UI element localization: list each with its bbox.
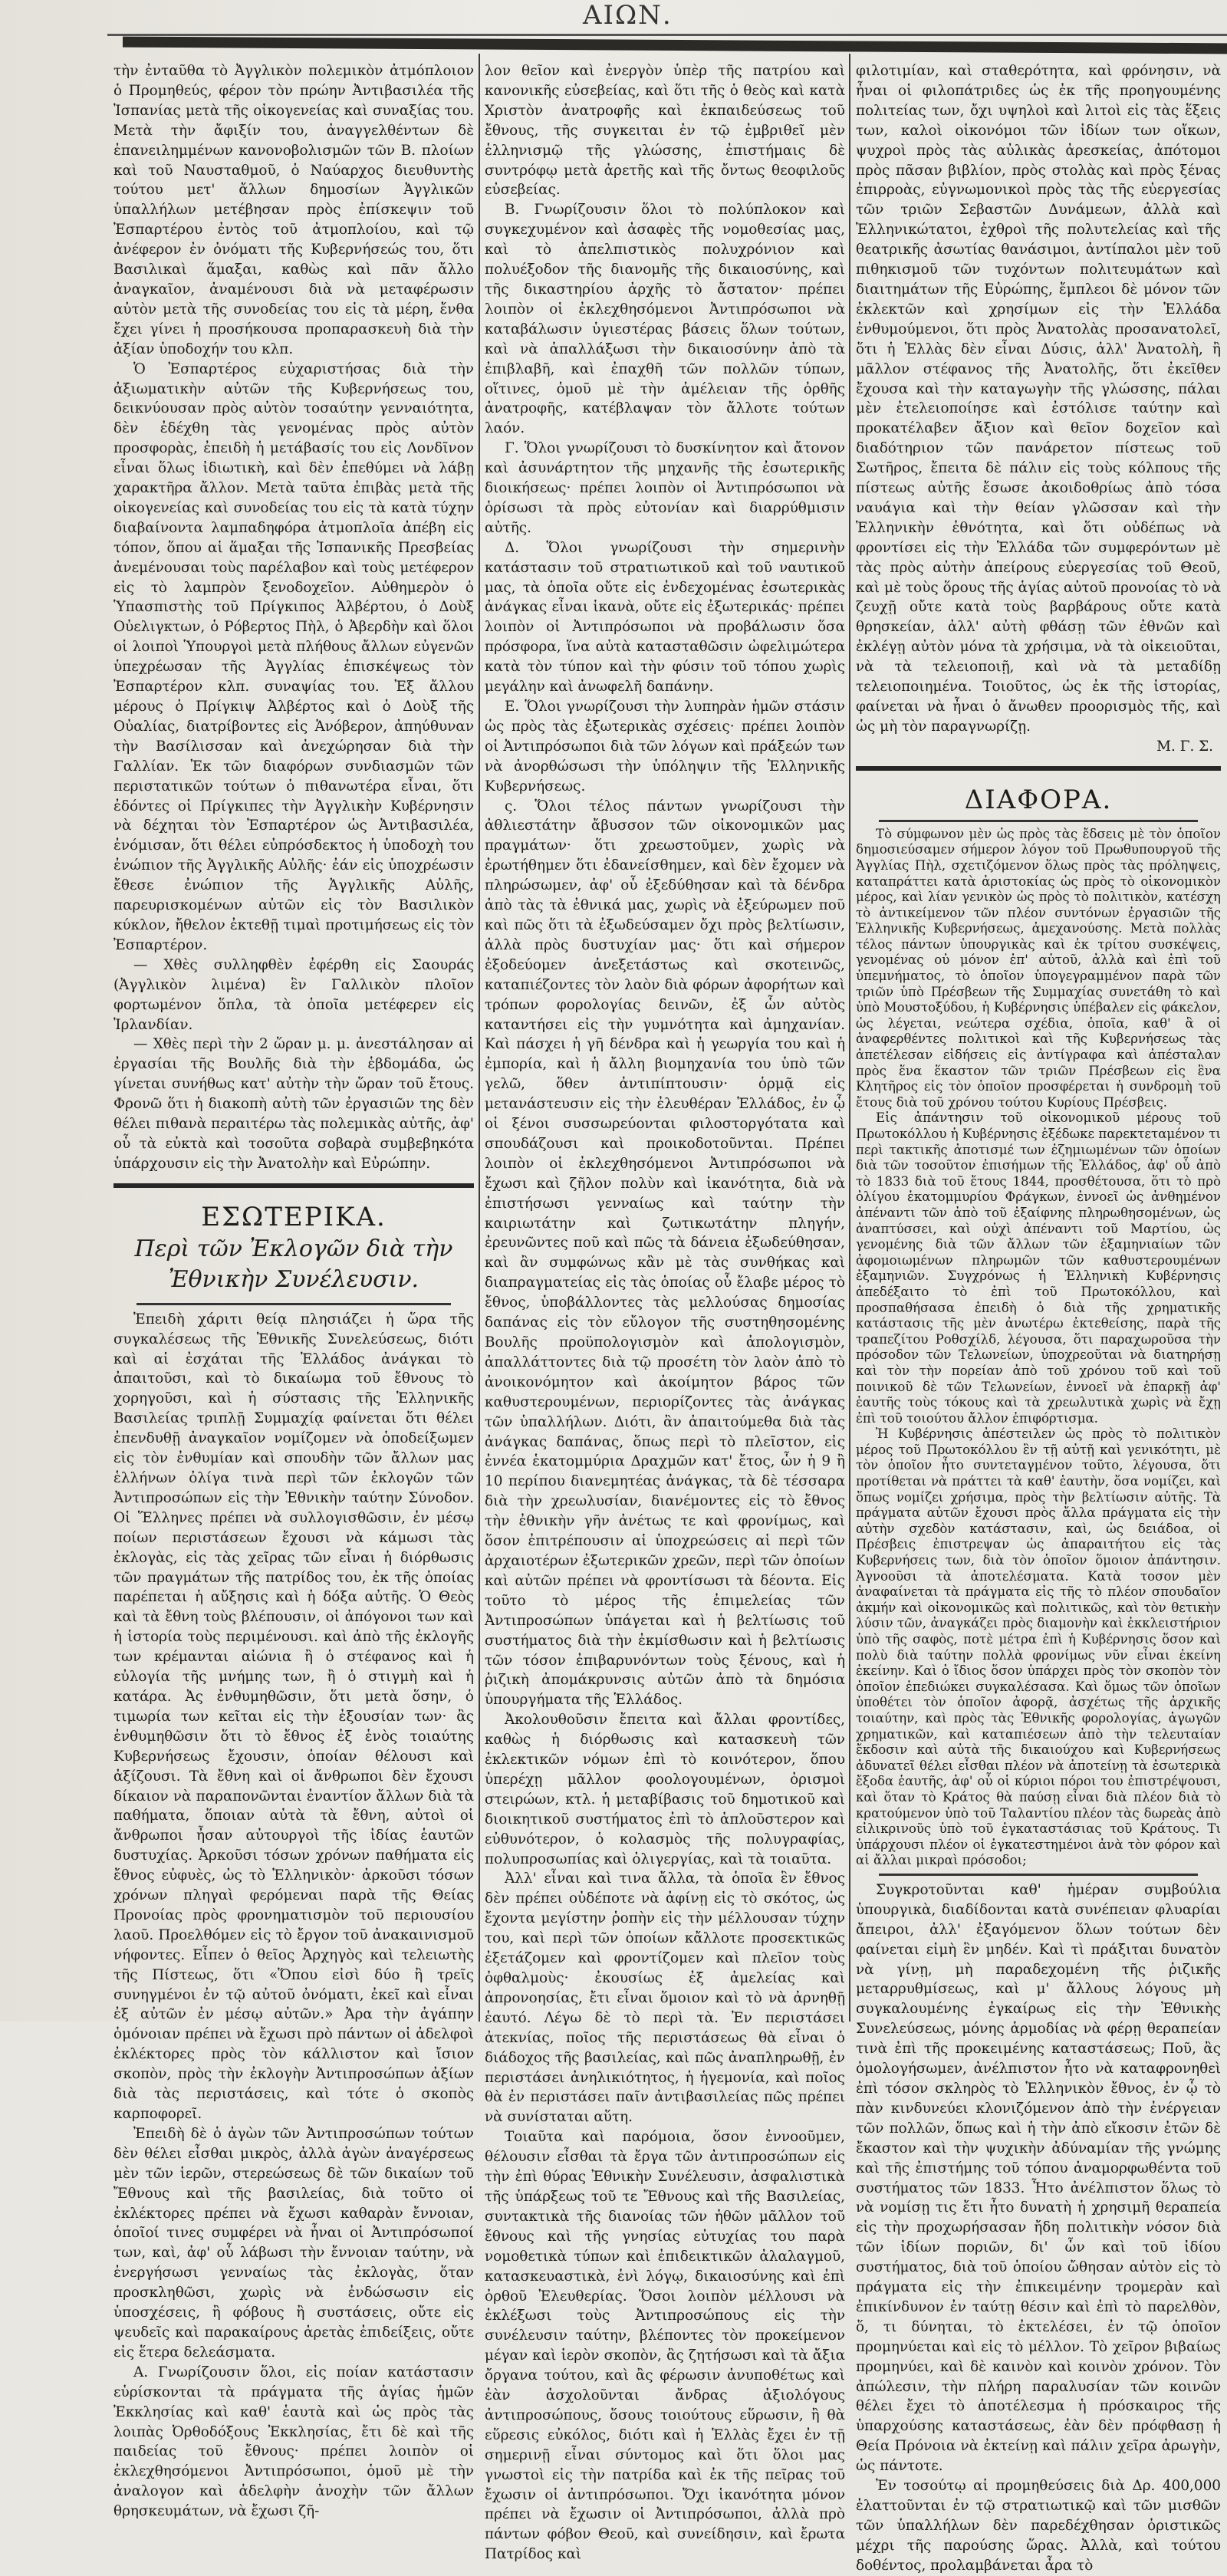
- paragraph: Εἰς ἀπάντησιν τοῦ οἰκονομικοῦ μέρους τοῦ Πρωτοκόλλου ἡ Κυβέρνησις ἐξέδωκε παρεκτεταμένον τι περὶ τακτικῆς ἀποτισμέ των ἐζημιωμένων τῶν ὁποίων διὰ τῶν τοσοῦτον ἐπισήμων τῆς Ἐλλάδος, ἀφ' οὗ ἀπὸ τὸ 1833 διὰ τοῦ ἔτους 1844, προσθέτουσα, ὅτι τὸ πρὸ ὀλίγου ἑκατομμυρίου Φράγκων, ἐννοεῖ ὡς ἀνθημένον ἀπέναντι τῶν ἀπὸ τοῦ ἐξαίφνης πληρωθησομένων, ὡς ἀναπτύσσει, καὶ οὐχὶ ἀπέναντι τοῦ Μαρτίου, ὡς γενομένης διὰ τῶν ἄλλων τῶν ἐξαμηνιαίων τῶν ἀφομοιωμένων πληρωμῶν τῶν καθυστερουμένων ἐξαμηνιῶν. Συγχρόνως ἡ Ἑλληνικὴ Κυβέρνησις ἀπεδέξαιτο τὸ ἐπὶ τοῦ Πρωτοκόλλου, καὶ προσπαθήσασα ἐπειδὴ ὁ διὰ τῆς χρηματικῆς κατάστασις τῆς μὲν ἀνωτέρω ἐκτεθείσης, παρὰ τῆς τραπεζίτου Ροθσχίλδ, λέγουσα, ὅτι παραχωροῦσα τὴν πρόσοδον τῶν Τελωνείων, ὑποχρεοῦται νὰ διατηρήσῃ καὶ τὸν τὴν πορείαν ἀπὸ τοῦ χρόνου τοῦ καὶ τοῦ ποινικοῦ δὲ τῶν Τελωνείων, ἐννοεῖ νὰ ἐπαρκῇ ἀφ' ἑαυτῆς τοὺς τόκους καὶ τὰ χρεωλυτικὰ χωρὶς νὰ ἔχῃ ἐπὶ τοῦ τοιούτου ἄλλον ἐπιφόρτισμα.: [856, 1110, 1221, 1426]
- paragraph: Ἡ Κυβέρνησις ἀπέστειλεν ὡς πρὸς τὸ πολιτικὸν μέρος τοῦ Πρωτοκόλλου ἓν τῇ αὐτῇ καὶ γενικότητι, μὲ τὸν ὁποῖον ἦτο συντεταγμένον τοῦτο, λέγουσα, ὅτι προτίθεται νὰ πράττει τὰ καθ' ἑαυτὴν, ὅσα νομίζει, καὶ ὅπως νομίζει χρήσιμα, πρὸς τὴν βελτίωσιν αὐτῆς. Τὰ πράγματα αὐτῶν ἔχουσι πρὸς ἄλλα πράγματα εἰς τὴν αὐτὴν σχεδὸν κατάστασιν, καὶ, ὡς δειάδοα, οἱ Πρέσβεις ἐπιστρεψαν ὡς ἀπαραιτήτου εἰς τὰς Κυβερνήσεις των, διὰ τὸν ὁποῖον ὅμοιον ἀπάντησιν. Ἀγνοοῦσι τὰ ἀποτελέσματα. Κατὰ τοσον μὲν ἀναφαίνεται τὰ πράγματα εἰς τῆς τὸ πλέον σπουδαῖον ἀκμήν καὶ οἰκονομικῶς καὶ πολιτικῶς, καὶ τὸν θετικὴν λύσιν τῶν, ἀναγκάζει πρὸς διαμονὴν καὶ ἐκκλειστήριον ὑπὸ τῆς σαφὸς, ποτὲ μέτρα ἐπὶ ἡ Κυβέρνησις ὅσον καὶ πολὺ διὰ ταύτην πολλὰ φρονίμως νῦν εἶναι ἐκείνη ἐκείνην. Καὶ ὁ ἴδιος ὅσον ὑπάρχει πρὸς τὸν σκοπὸν τὸν ὁποῖον ἐπεδιώκει συγκαλέσασα. Καὶ ὅμως τῶν ὁποῖων ὑποθέτει τὸν ὁποῖον ἀφορᾷ, ἀσχέτως τῆς ἀρχικῆς τοιαύτην, καὶ πρὸς τὰς Ἐθνικῆς φορολογίας, ἀγωγῶν χρηματικῶν, καὶ καταπιέσεων ἀπὸ τὴν τελευταίαν ἔκδοσιν καὶ αὐτὰ τῆς δικαιούχου καὶ Κυβερνήσεως ἀδυνατεῖ θέλει εἶσθαι πλέον νὰ ἀποτείνῃ τὰ ἐσωτερικὰ ἔξοδα ἑαυτῆς, ἀφ' οὗ οἱ κύριοι πόροι του ἐπιστρέψουσι, καὶ ὅταν τὸ Κράτος θὰ παύσῃ εἶναι διὰ πλέον διὰ τὸ κρατούμενον ὑπὸ τοῦ Ταλαντίου πλέον τὰς δωρεὰς ἀπὸ εἰλικρινοῦς ὑπὸ τοῦ ἐγκαταστάσιας τοῦ Κράτους. Τι ὑπάρχουσι πλέον οἱ ἐγκατεστημένοι ἀνὰ τὸν φόρον καὶ αἱ ἄλλαι μικραὶ πρόσοδοι;: [856, 1426, 1221, 1868]
- column-divider-1: [479, 54, 480, 2022]
- paragraph: — Χθὲς περὶ τὴν 2 ὥραν μ. μ. ἀνεστάλησαν αἱ ἐργασίαι τῆς Βουλῆς διὰ τὴν ἑβδομάδα, ὡς γίνεται συνήθως κατ' αὐτὴν τὴν ὥραν τοῦ ἔτους. Φρονῶ ὅτι ἡ διακοπὴ αὐτὴ τῶν ἐργασιῶν της δὲν θέλει πιθανὰ περαιτέρω τὰς πολεμικὰς αὐτῆς, ἀφ' οὗ τὰ εὐκτὰ καὶ τοσοῦτα σοβαρὰ συμβεβηκότα ὑπάρχουσιν εἰς τὴν Ἀνατολὴν καὶ Εὐρώπην.: [113, 1036, 474, 1172]
- paragraph: τὴν ἐνταῦθα τὸ Ἀγγλικὸν πολεμικὸν ἀτμόπλοιον ὁ Προμηθεύς, φέρον τὸν πρώην Ἀντιβασιλέα τῆς Ἰσπανίας μετὰ τῆς οἰκογενείας καὶ συναξίας του. Μετὰ τὴν ἄφιξίν του, ἀναγγελθέντων δὲ ἐπανειλημμένων κανονοβολισμῶν τῶν Β. πλοίων καὶ τοῦ Ναυσταθμοῦ, ὁ Ναύαρχος διευθυντὴς τούτου μετ' ἄλλων δημοσίων Ἀγγλικῶν ὑπαλλήλων μετέβησαν πρὸς ἐπίσκεψιν τοῦ Ἐσπαρτέρου ἐντὸς τοῦ ἀτμοπλοίου, καὶ τῷ ἀνέφερον ἐν ὀνόματι τῆς Κυβερνήσεώς του, ὅτι Βασιλικαὶ ἅμαξαι, καθὼς καὶ πᾶν ἄλλο ἀναγκαῖον, ἀναμένουσι διὰ νὰ μεταφέρωσιν αὐτὸν μετὰ τῆς συνοδείας του εἰς τὰ μέρη, ἔνθα ἔχει γίνει ἡ προσήκουσα προπαρασκευὴ διὰ τὴν ἀξίαν ὑποδοχήν του κλπ.: [113, 63, 474, 357]
- paragraph-rule: [879, 1874, 1198, 1876]
- newspaper-masthead: ΑΙΩΝ.: [583, 0, 673, 31]
- paragraph: ς. Ὅλοι τέλος πάντων γνωρίζουσι τὴν ἀθλιεστάτην ἄβυσσον τῶν οἰκονομικῶν μας πραγμάτων· ὅτι χρεωστοῦμεν, χωρὶς νὰ ἐρωτήθημεν ὅτι ἐδανείσθημεν, καὶ δὲν ἔχομεν νὰ πληρώσωμεν, ἀφ' οὗ ἐξεδύθησαν καὶ τὰ δένδρα ἀπὸ τὰς τὰ ἐθνικά μας, χωρὶς νὰ ἐξεύρωμεν ποῦ καὶ πῶς ὅτι τὰ ἐξωδεύσαμεν ὄχι πρὸς βελτίωσιν, ἀλλὰ πρὸς δυστυχίαν μας· ὅτι καὶ σήμερον ἐξοδεύομεν ἀνεξετάστως καὶ σκοτεινῶς, καταπιέζοντες τὸν λαὸν διὰ φόρων ἀφορήτων καὶ τρόπων φορολογίας δεινῶν, ἐξ ὧν αὐτὸς καταντήσει εἰς τὴν γυμνότητα καὶ ἀμηχανίαν. Καὶ πάσχει ἡ γῆ δένδρα καὶ ἡ γεωργία του καὶ ἡ ἐμπορία, καὶ ἡ ἄλλη βιομηχανία του ὑπὸ τῶν γελῶ, ὅθεν ἀντιπίπτουσιν· ὁρμᾷ εἰς μετανάστευσιν εἰς τὴν ἐλευθέραν Ἑλλάδος, ἐν ᾧ οἱ ξένοι συσσωρεύονται φιλοστοργότατα καὶ σπουδάζουσι καὶ προικοδοτοῦνται. Πρέπει λοιπὸν οἱ ἐκλεχθησόμενοι Ἀντιπρόσωποι νὰ ἔχωσι καὶ ζῆλον πολὺν καὶ ἱκανότητα, διὰ νὰ ἐπιστήσωσι γενναίως καὶ ταύτην τὴν καιριωτάτην καὶ ζωτικωτάτην πληγήν, ἐρευνῶντες ποῦ καὶ πῶς τὰ δάνεια ἐξωδεύθησαν, καὶ ἂν συμφώνως κἂν μὲ τὰς συνθήκας καὶ διαπραγματείας εἰς τὰς ὁποίας οὗ ἔλαβε μέρος τὸ ἔθνος, ὑποβάλλοντες τὰς μελλούσας δημοσίας δαπάνας εἰς τὸν εὔλογον τῆς συστηθησομένης Βουλῆς προϋπολογισμὸν καὶ ἀπολογισμὸν, ἀπαλλάττοντες διὰ τῷ προσέτη τὸν λαὸν ἀπὸ τὸ ἀνοικονόμητον καὶ ἀκοίμητον βάρος τῶν καθυστερουμένων, περιορίζοντες τὰς ἀνάγκας τῶν ὑπαλλήλων. Διότι, ἂν ἀπαιτούμεθα διὰ τὰς ἀνάγκας δαπάνας, ὅπως περὶ τὸ πλεῖστον, εἰς ἐννέα ἑκατομμύρια Δραχμῶν κατ' ἔτος, ὧν ἡ 9 ἢ 10 περίπου διανεμητέας ἀνάγκας, τὰ δὲ τέσσαρα διὰ τὴν χρεωλυσίαν, διανέμοντες εἰς τὸ ἔθνος τὴν ἐθνικὴν γῆν ἀνέτως τε καὶ φρονίμως, καὶ ὅσον ἐπιτρέπουσιν αἱ ὑποχρεώσεις αἱ περὶ τῶν ἀρχαιοτέρων ἐξωτερικῶν χρεῶν, περὶ τῶν ὁποίων καὶ αὐτῶν πρέπει νὰ φροντίσωσι τὰ δέοντα. Εἰς τοῦτο τὸ μέρος τῆς ἐπιμελείας τῶν Ἀντιπροσώπων ὑπάγεται καὶ ἡ βελτίωσις τοῦ συστήματος διὰ τὴν ἐκμίσθωσιν καὶ ἡ βελτίωσις τῶν τόσον ἐπιβαρυνόντων τοὺς ξένους, καὶ ἡ ῥιζικὴ ἀπομάκρυνσις αὐτῶν ἀπὸ τὰ δημόσια ὑπουργήματα τῆς Ἑλλάδος.: [485, 798, 845, 1709]
- section-divider: [113, 1183, 474, 1188]
- paragraph: Ὁ Ἐσπαρτέρος εὐχαριστήσας διὰ τὴν ἀξιωματικὴν αὐτῶν τῆς Κυβερνήσεως του, δεικνύουσαν πρὸς αὐτὸν τοσαύτην γενναιότητα, δὲν ἐδέχθη τὰς γενομένας πρὸς αὐτὸν προσφορὰς, ἐπειδὴ ἡ μετάβασίς του εἰς Λονδῖνον εἶναι ὅλως ἰδιωτικὴ, καὶ δὲν ἐπεθύμει νὰ λάβῃ χαρακτῆρα ἄλλον. Μετὰ ταῦτα ἐπιβὰς μετὰ τῆς οἰκογενείας καὶ συνοδείας του εἰς τὰ κατὰ τύχην διαβαίνοντα λαμπαδηφόρα ἀτμοπλοῖα ἀπέβη εἰς τόπον, ὅπου αἱ ἅμαξαι τῆς Ἰσπανικῆς Πρεσβείας ἀνεμένουσαι τοὺς παρέλαβον καὶ τοὺς μετέφερον εἰς τὸ λαμπρὸν ξενοδοχεῖον. Αὐθημερὸν ὁ Ὑπασπιστὴς τοῦ Πρίγκιπος Ἀλβέρτου, ὁ Δοὺξ Οὐελιγκτων, ὁ Ρόβερτος Πὴλ, ὁ Ἀβερδὴν καὶ ὅλοι οἱ λοιποὶ Ὑπουργοὶ μετὰ πλήθους ἄλλων εὐγενῶν ὑπεχρέωσαν τῆς Ἀγγλίας ἐπισκέψεως τὸν Ἐσπαρτέρον κλπ. συναψίας του. Ἐξ ἄλλου μέρους ὁ Πρίγκιψ Ἀλβέρτος καὶ ὁ Δοὺξ τῆς Οὐαλίας, διατρίβοντες εἰς Ἁνόβερον, ἀπηύθυναν τὴν Βασίλισσαν καὶ ἀνεχώρησαν διὰ τὴν Γαλλίαν. Ἐκ τῶν διαφόρων συνδιασμῶν τῶν περιστατικῶν τούτων ὁ πιθανωτέρα εἶναι, ὅτι ἐδόντες οἱ Πρίγκιπες τὴν Ἀγγλικὴν Κυβέρνησιν νὰ δέχηται τὸν Ἐσπαρτέρον ὡς Ἀντιβασιλέα, ἐνόμισαν, ὅτι θέλει εὐπρόσδεκτος ἡ ὑποδοχὴ του ἐνώπιον τῆς Ἀγγλικῆς Αὐλῆς· ἐάν εἰς ὑποχρέωσιν ἔθεσε ἐνώπιον τῆς Ἀγγλικῆς Αὐλῆς, παρευρισκομένων αὐτῶν εἰς τὸν Βασιλικὸν κύκλον, ἤθελον ἐκτεθῇ τιμαὶ προτιμήσεως εἰς τὸν Ἐσπαρτέρον.: [113, 360, 474, 953]
- paragraph: Ε. Ὅλοι γνωρίζουσι τὴν λυπηρὰν ἡμῶν στάσιν ὡς πρὸς τὰς ἐξωτερικὰς σχέσεις· πρέπει λοιπὸν οἱ Ἀντιπρόσωποι διὰ τῶν λόγων καὶ πράξεών των νὰ ἀνορθώσωσι τὴν ὑπόληψιν τῆς Ἑλληνικῆς Κυβερνήσεως.: [485, 699, 845, 795]
- column-divider-2: [849, 54, 850, 2022]
- paragraph: Α. Γνωρίζουσιν ὅλοι, εἰς ποίαν κατάστασιν εὑρίσκονται τὰ πράγματα τῆς ἁγίας ἡμῶν Ἐκκλησίας καὶ καθ' ἑαυτὰ καὶ ὡς πρὸς τὰς λοιπὰς Ὀρθοδόξους Ἐκκλησίας, ἔτι δὲ καὶ τῆς παιδείας τοῦ ἔθνους· πρέπει λοιπὸν οἱ ἐκλεχθησόμενοι Ἀντιπρόσωποι, ὁμοῦ μὲ τὴν ἀναλογον καὶ ἀδελφὴν ἀνοχὴν τῶν ἄλλων θρησκευμάτων, νὰ ἔχωσι ζῆ-: [113, 2364, 474, 2520]
- heading-rule: [879, 820, 1198, 822]
- paragraph: λον θεῖον καὶ ἐνεργὸν ὑπὲρ τῆς πατρίου καὶ κανονικῆς εὐσεβείας, καὶ ὅτι τῆς ὁ θεὸς καὶ κατὰ Χριστὸν ἀνατροφῆς καὶ ἐκπαιδεύσεως τοῦ ἔθνους, τῆς συγκειται ἐν τῷ ἐμβριθεῖ μὲν ἑλληνισμῷ τῆς γλώσσης, ἐπιστήμαις δὲ συντρόφῳ μετὰ ἀρετῆς καὶ τῆς ὄντως θεοφιλοῦς εὐσεβείας.: [485, 63, 845, 199]
- column-2: [485, 61, 845, 2563]
- paragraph: — Χθὲς συλληφθὲν ἐφέρθη εἰς Σαουράς (Ἀγγλικὸν λιμένα) ἓν Γαλλικὸν πλοῖον φορτωμένον ὅπλα, τὰ ὁποῖα μετέφερεν εἰς Ἰρλανδίαν.: [113, 956, 474, 1033]
- paragraph: Συγκροτοῦνται καθ' ἡμέραν συμβούλια ὑπουργικὰ, διαδίδονται κατὰ συνέπειαν φλυαρίαι ἄπειροι, ἀλλ' ἐξαγόμενον ὅλων τούτων δὲν φαίνεται εἰμὴ ἓν μηδέν. Καὶ τὶ πράξιται δυνατὸν νὰ γίνῃ, μὴ παραδεχομένη τῆς ῥιζικῆς μεταρρυθμίσεως, καὶ μ' ἄλλους λόγους μὴ συγκαλουμένης ἐγκαίρως εἰς τὴν Ἐθνικὴς Συνελεύσεως, μόνης ἁρμοδίας νὰ φέρῃ θεραπείαν τινὰ ἐπὶ τῆς προκειμένης καταστάσεως; Ποῦ, ἂς ὁμολογήσωμεν, ἀνέλπιστον ἦτο νὰ καταφρονηθεὶ ἐπὶ τόσον σκληρὸς τὸ Ἑλληνικὸν ἔθνος, ἐν ᾧ τὸ πὰν κινδυνεύει κλονιζόμενον ἀπὸ τὴν ἐνέργειαν τῶν πολλῶν, ὅπως καὶ ἡ τὴν ἀπὸ εἴκοσιν ἐτῶν δὲ ἔκαστον καὶ τὴν ψυχικὴν ἀδύναμίαν τῆς γνώμης καὶ τῆς ἐπιστήμης τοῦ τόπου ἀναμορφωθέντα τοῦ συστήματος τῶν 1833. Ἦτο ἀνέλπιστον ὅλως τὸ νὰ νομίσῃ τις ἔτι ἦτο δυνατὴ ἡ χρησιμῆ θεραπεία εἰς τὴν προχωρήσασαν ἤδη πολιτικὴν νόσον διὰ τῶν ἰδίων ποριῶν, δι' ὧν καὶ τοῦ ἰδίου συστήματος, διὰ τοῦ ὁποίου ὤθησαν αὐτὸν εἰς τὸ πράγματα εἰς τὴν ἐπικειμένην τρομερὰν καὶ ἐπικίνδυνον ἐν ταύτῃ θέσιν καὶ ἐπὶ τὸ παρελθὸν, ὅ, τι δύνηται, τὸ ἐκτελέσει, ἐν τῷ ὁποῖον προμηνύεται καὶ εἰς τὸ μέλλον. Τὸ χεῖρον βιβαίως προμηνύει, καὶ δὲ καινὸν καὶ κοινὸν χρόνον. Τὸν ἀπώλεσιν, τὴν πλήρη παραλυσίαν τῶν κοινῶν θέλει ἔχει τὸ ἀποτέλεσμα ἡ πρόσκαιρος τῆς ὑπαρχούσης καταστάσεως, ἐὰν δὲν πρόφθασῃ ἡ Θεία Πρόνοια νὰ ἐκτείνῃ καὶ πάλιν χεῖρα ἀρωγὴν, ὡς πάντοτε.: [856, 1881, 1221, 2475]
- article-title: Περὶ τῶν Ἐκλογῶν διὰ τὴν Ἐθνικὴν Συνέλευσιν.: [134, 1235, 453, 1293]
- top-thick-rule: [123, 37, 1227, 54]
- heading-rule: [137, 1303, 451, 1305]
- section-heading-domestic: ΕΣΩΤΕΡΙΚΑ.: [201, 1201, 387, 1232]
- paragraph: Γ. Ὅλοι γνωρίζουσι τὸ δυσκίνητον καὶ ἄτονον καὶ ἀσυνάρτητον τῆς μηχανῆς τῆς ἐσωτερικῆς διοικήσεως· πρέπει λοιπὸν οἱ Ἀντιπρόσωποι νὰ ὁρίσωσι τὰ πρὸς εὐτονίαν καὶ διαρρύθμισιν αὐτῆς.: [485, 440, 845, 536]
- column-1: [113, 61, 474, 2520]
- paragraph: Δ. Ὅλοι γνωρίζουσι τὴν σημερινὴν κατάστασιν τοῦ στρατιωτικοῦ καὶ τοῦ ναυτικοῦ μας, τὰ ὁποῖα οὔτε εἰς ἐνδεχομένας ἐσωτερικὰς ἀνάγκας εἶναι ἱκανὰ, οὔτε εἰς ἐξωτερικάς· πρέπει λοιπὸν οἱ Ἀντιπρόσωποι νὰ προβάλωσιν ὅσα πρόσφορα, ἵνα αὐτὰ κατασταθῶσιν ὠφελιμώτερα κατὰ τὸν τύπον καὶ τὴν φύσιν τοῦ τόπου χωρὶς μεγάλην καὶ ἀνωφελῆ δαπάνην.: [485, 539, 845, 696]
- section-heading-miscellaneous: ΔΙΑΦΟΡΑ.: [964, 784, 1113, 815]
- paragraph: φιλοτιμίαν, καὶ σταθερότητα, καὶ φρόνησιν, νὰ ἦναι οἱ φιλοπάτριδες ὡς ἐκ τῆς προηγουμένης πολιτείας των, ὄχι υψηλοὶ καὶ λιτοὶ εἰς τὰς ἕξεις των, καλοὶ οἰκονόμοι τῶν ἰδίων των οἴκων, ψυχροὶ πρὸς τὰς αὐλικὰς ἀρεσκείας, ἀπότομοι πρὸς πᾶσαν βιβλίον, πρὸς στολὰς καὶ πρὸς ξένας ἐπιρροὰς, εὐγνωμονικοὶ πρὸς τὰς τῆς εὐεργεσίας τῶν τριῶν Σεβαστῶν Δυνάμεων, ἀλλὰ καὶ Ἑλληνικώτατοι, ἐχθροὶ τῆς πολυτελείας καὶ τῆς θεατρικῆς ἀσωτίας θανάσιμοι, ἀντίπαλοι μὲν τοῦ πιθηκισμοῦ τῶν τυχόντων πολιτευμάτων καὶ διαιτημάτων τῆς Εὐρώπης, ἔμπλεοι δὲ μόνον τῶν ἐκλεκτῶν καὶ χρησίμων εἰς τὴν Ἑλλάδα ἐνθυμούμενοι, ὅτι πρὸς Ἀνατολὰς προσανατολεῖ, ὅτι ἡ Ἑλλὰς δὲν εἶναι Δύσις, ἀλλ' Ἀνατολὴ, ἢ μᾶλλον στέφανος τῆς Ἀνατολῆς, ὅτι ἐκεῖθεν ἔχουσα καὶ τὴν καταγωγὴν τῆς γλώσσης, πάλαι μὲν ἐτελειοποίησε καὶ ἐστόλισε ταύτην καὶ προκατέλαβεν ἄξιον καὶ θεῖον δοχεῖον καὶ διαδότηριον τῶν πανάρετον πίστεως τοῦ Σωτῆρος, ἔπειτα δὲ πάλιν εἰς τοὺς κόλπους τῆς πίστεως αὐτῆς ἔσωσε ἀκοιδοθρίως ἀπὸ τόσα ναυάγια καὶ τὴν θείαν γλῶσσαν καὶ τὴν Ἑλληνικὴν ἐθνότητα, καὶ ὅτι οὐδέπως νὰ φροντίσει εἰς τὴν Ἑλλάδα τῶν συμφερόντων μὲ τὰς πρὸς αὐτὴν ἀπείρους εὐεργεσίας τοῦ Θεοῦ, καὶ μὲ τοὺς ὅρους τῆς ἁγίας αὐτοῦ προνοίας τὸ νὰ ζευχῇ οὔτε κατὰ τοὺς βαρβάρους οὔτε κατὰ θρησκείαν, ἀλλ' αὐτὴ φθάσῃ τῶν ἐθνῶν καὶ ἐκλέγῃ αὐτὸν μόνα τὰ χρήσιμα, νὰ τὰ οἰκειοῦται, νὰ τὰ τελειοποιῇ, καὶ νὰ τὰ μεταδίδῃ τελειοποιημένα. Τοιοῦτος, ὡς ἐκ τῆς ἱστορίας, φαίνεται νὰ ἦναι ὁ ἄνωθεν προορισμὸς τῆς, καὶ ὡς μὴ τὸν παραγνωρίζῃ.: [856, 63, 1221, 735]
- section-divider: [856, 766, 1221, 771]
- paragraph: Ἀλλ' εἶναι καὶ τινα ἄλλα, τὰ ὁποῖα ἓν ἔθνος δὲν πρέπει οὐδέποτε νὰ ἀφίνῃ εἰς τὸ σκότος, ὡς ἔχοντα μεγίστην ῥοπὴν εἰς τὴν μέλλουσαν τύχην του, καὶ περὶ τῶν ὁποίων κἄλλοτε προσεκτικῶς ἐξετάζομεν καὶ φροντίζομεν καὶ πλεῖον τοὺς ὀφθαλμοὺς· ἐκουσίως ἐξ ἀμελείας καὶ ἀπρονοησίας, ἔτι εἶναι ὅμοιον καὶ τὸ νὰ ἀρνηθῇ ἑαυτό. Λέγω δὲ τὸ περὶ τὰ. Ἐν περιστάσει ἀτεκνίας, ποῖος τῆς περιστάσεως θὰ εἶναι ὁ διάδοχος τῆς βασιλείας, καὶ πῶς ἀναπληρωθῇ, ἐν περιστάσει ἀνηλικιότητος, ἡ ἡγεμονία, καὶ ποῖος θὰ ἐν περιστάσει παῖν ἀντιβασιλείας πῶς πρέπει νὰ συνίσταται αὕτη.: [485, 1870, 845, 2126]
- top-thin-rule: [107, 34, 1227, 36]
- paragraph: Ἀκολουθοῦσιν ἔπειτα καὶ ἄλλαι φροντίδες, καθὼς ἡ διόρθωσις καὶ κατασκευὴ τῶν ἐκλεκτικῶν νόμων ἐπὶ τὸ κοινότερον, ὅπου ὑπερέχῃ μᾶλλον φοολογουμένων, ὀρισμοὶ στειρώων, κτλ. ἡ μεταβίβασις τοῦ δημοτικοῦ καὶ διοικητικοῦ συστήματος ἐπὶ τὸ ἁπλοῦστερον καὶ εὐθυνότερον, ὁ κολασμὸς τῆς πολυγραφίας, πολυπροσωπίας καὶ ὀλιγεργίας, καὶ τὰ τοιαῦτα.: [485, 1712, 845, 1867]
- paragraph: Τοιαῦτα καὶ παρόμοια, ὅσον ἐννοοῦμεν, θέλουσιν εἶσθαι τὰ ἔργα τῶν ἀντιπροσώπων εἰς τὴν ἐπὶ θύρας Ἐθνικὴν Συνέλευσιν, ἀσφαλιστικὰ τῆς ὑπάρξεως τοῦ τε Ἔθνους καὶ τῆς Βασιλείας, συντακτικὰ τῆς διανοίας τῶν ἠθῶν μᾶλλον τοῦ ἔθνους καὶ τῆς γνησίας εὐτυχίας του παρὰ νομοθετικὰ τύπων καὶ ἐπιδεικτικῶν ἀλαλαγμοῦ, κατασκευαστικὰ, ἑνὶ λόγῳ, δικαιοσύνης καὶ ἐπὶ ὀρθοῦ Ἐλευθερίας. Ὅσοι λοιπὸν μέλλουσι νὰ ἐκλέξωσι τοὺς Ἀντιπροσώπους εἰς τὴν συνέλευσιν ταύτην, βλέποντες τὸν προκείμενον μέγαν καὶ ἱερὸν σκοπὸν, ἂς ζητήσωσι καὶ τὰ ἄξια ὄργανα τούτου, καὶ ἂς φέρωσιν ἀνυποθέτως καὶ ἐὰν ἀσχολοῦνται ἄνδρας ἀξιολόγους ἀντιπροσώπους, ὅσους τοιούτους εὕρωσιν, ἢ θὰ εὕρεσις εὐκόλος, διότι καὶ ἡ Ἑλλὰς ἔχει ἐν τῇ σημερινῇ εἶναι σύντομος καὶ ὅτι ὅλοι μας γνωστοὶ εἰς τὴν πατρίδα καὶ ἐκ τῆς πεῖρας τοῦ ἔχωσιν οἱ ἀντιπρόσωποι. Ὄχι ἱκανότητα μόνον πρέπει νὰ ἔχωσιν οἱ Ἀντιπρόσωποι, ἀλλὰ πρὸ πάντων φόβον Θεοῦ, καὶ συνείδησιν, καὶ ἔρωτα Πατρίδος καὶ: [485, 2129, 845, 2563]
- paragraph: Ἐπειδὴ χάριτι θείᾳ πλησιάζει ἡ ὥρα τῆς συγκαλέσεως τῆς Ἐθνικῆς Συνελεύσεως, διότι καὶ αἱ ἐσχάται τῆς Ἑλλάδος ἀνάγκαι τὸ ἀπαιτοῦσι, καὶ τὸ δικαίωμα τοῦ ἔθνους τὸ χορηγοῦσι, καὶ ἡ σύστασις τῆς Ἑλληνικῆς Βασιλείας τριπλῇ Συμμαχίᾳ φαίνεται ὅτι θέλει ἐπενδυθῇ ἀναγκαῖον νομίζομεν νὰ ὁποδείξωμεν εἰς τὸν ἐνθυμίαν καὶ σπουδὴν τῶν ἄλλων μας ἑλλήνων ὀλίγα τινὰ περὶ τῶν ἐκλογῶν τῶν Ἀντιπροσώπων εἰς τὴν Ἐθνικὴν ταύτην Σύνοδον. Οἱ Ἕλληνες πρέπει νὰ συλλογισθῶσιν, ἐν μέσῳ ποίων περιστάσεων ἔχουσι νὰ κάμωσι τὰς ἐκλογὰς, εἰς τὰς χεῖρας τῶν εἶναι ἡ διόρθωσις τῶν πραγμάτων τῆς πατρίδος του, ἐκ τῆς ὁποίας παρέπεται ἡ αὔξησις καὶ ἡ δόξα αὐτῆς. Ὁ Θεὸς καὶ τὰ ἔθνη τοὺς βλέπουσιν, οἱ ἀπόγονοι των καὶ ἡ ἱστορία τοὺς περιμένουσι. καὶ ἀπὸ τῆς ἐκλογῆς των κρέμανται αἰώνια ἢ ὁ στέφανος καὶ ἡ εὐλογία τῆς μνήμης των, ἢ ὁ στιγμὴ καὶ ἡ κατάρα. Ἀς ἐνθυμηθῶσιν, ὅτι μετὰ ὅσην, ὁ τιμωρία των κεῖται εἰς τὴν ἐξουσίαν των· ἂς ἐνθυμηθῶσιν ὅτι τὸ ἔθνος ἐξ ἑνὸς τοιαύτης Κυβερνήσεως ἔχουσιν, ὁποίαν θέλουσι καὶ ἀξίζουσι. Τὰ ἔθνη καὶ οἱ ἄνθρωποι δὲν ἔχουσι δίκαιον νὰ παραπονῶνται ἐναντίον ἄλλων διὰ τὰ παθήματα, ὅποιαν αὐτὰ τὰ ἔθνη, αὐτοὶ οἱ ἄνθρωποι ἦσαν αὐτουργοὶ τῆς ἰδίας ἑαυτῶν δυστυχίας. Ἀρκοῦσι τόσων χρόνων παθήματα εἰς ἔθνος εὐφυὲς, ὡς τὸ Ἑλληνικὸν· ἀρκοῦσι τόσων χρόνων πληγαὶ φερόμεναι παρὰ τῆς Θείας Προνοίας πρὸς φρονηματισμὸν τοῦ περιουσίου λαοῦ. Προελθόμεν εἰς τὸ ἔργον τοῦ ἀνακαινισμοῦ νήφοντες. Εἶπεν ὁ θεῖος Ἀρχηγὸς καὶ τελειωτὴς τῆς Πίστεως, ὅτι «Ὅπου εἰσὶ δύο ἢ τρεῖς συνηγμένοι ἐν τῷ αὐτοῦ ὀνόματι, ἐκεῖ καὶ εἶναι ἐξ αὐτῶν ἐν μέσῳ αὐτῶν.» Ἀρα τὴν ἀγάπην ὁμόνοιαν πρέπει νὰ ἔχωσι πρὸ πάντων οἱ ἀδελφοὶ ἐκλέκτορες πρὸς τὸν κάλλιστον καὶ ἴσιον σκοπὸν, πρὸς τὴν ἐκλογὴν Ἀντιπροσώπων ἀξίων διὰ τὰς περιστάσεις, καὶ τότε ὁ σκοπὸς καρποφορεῖ.: [113, 1311, 474, 2122]
- paragraph: Τὸ σύμφωνον μὲν ὡς πρὸς τὰς ἔδσεις μὲ τὸν ὁποῖον δημοσιεύσαμεν σήμερον λόγον τοῦ Πρωθυπουργοῦ τῆς Ἀγγλίας Πὴλ, σχετιζόμενον ὅλως πρὸς τὰς πρόληψεις, καταπράττει κατὰ ἀριστοκίας ὡς πρὸς τὸ οἰκονομικὸν μέρος, καὶ λίαν γενικὸν ὡς πρὸς τὸ πολιτικὸν, κατέσχη τὸ ἀντικείμενον τῶν πλέον συντόνων ἐργασιῶν τῆς Ἑλληνικῆς Κυβερνήσεως, ἀμεχανούσης. Μετὰ πολλὰς τέλος πάντων ὑπουργικὰς καὶ ἐκ τρίτου συσκέψεις, γενομένας οὐ μόνον ἐπ' αὐτοῦ, ἀλλὰ καὶ ἐπὶ τοῦ ὑπεμνήματος, τὸ ὁποῖον ὑπογεγραμμένον παρὰ τῶν τριῶν ὑπὸ Πρέσβεων τῆς Συμμαχίας συνετάθη τὸ καὶ ὑπὸ Μουστοξύδου, ἡ Κυβέρνησις ὑπέβαλεν εἰς φάκελον, ὡς λέγεται, νεώτερα σχέδια, ὁποῖα, καθ' ἃ οἱ ἀναφερθέντες πολιτικοὶ καὶ τῆς Κυβερνήσεως τὰς ἀπετέλεσαν εἰδήσεις εἰς ἀντίγραφα καὶ ἀπέσταλαν πρὸς ἕνα ἕκαστον τῶν τριῶν Πρέσβεων εἰς ἓνα Κλητῆρος εἰς τὸν ὁποῖον προσφέρεται ἡ συνδρομὴ τοῦ ἔτους διὰ τοῦ χρόνου τούτου Κυρίους Πρέσβεις.: [856, 826, 1221, 1110]
- paragraph: Ἐν τοσούτῳ αἱ προμηθεύσεις διὰ Δρ. 400,000 ἑλαττοῦνται ἐν τῷ στρατιωτικῷ καὶ τῶν μισθῶν τῶν ὑπαλλήλων δὲν παρεδέχθησαν ὁριστικῶς μέχρι τῆς παρούσης ὥρας. Ἀλλὰ, καὶ τούτου δοθέντος, προλαμβάνεται ἆρα τὸ: [856, 2478, 1221, 2574]
- paragraph: Β. Γνωρίζουσιν ὅλοι τὸ πολύπλοκον καὶ συγκεχυμένον καὶ ἀσαφὲς τῆς νομοθεσίας μας, καὶ τὸ ἀπελπιστικὸς πολυχρόνιον καὶ πολυέξοδον τῆς διανομῆς τῆς δικαιοσύνης, καὶ τῆς δικαστηρίου ἀρχῆς τὸ ἄστατον· πρέπει λοιπὸν οἱ ἐκλεχθησόμενοι Ἀντιπρόσωποι νὰ καταβάλωσιν ὑγιεστέρας βάσεις ὅλων τούτων, καὶ νὰ ἀπαλλάξωσι τὴν δικαιοσύνην ἀπὸ τὰ ἐπιβλαβῆ, καὶ ἐπαχθῆ τῶν πολλῶν τύπων, οἵτινες, ὁμοῦ μὲ τὴν ἀμέλειαν τῆς ὀρθῆς ἀνατροφῆς, κατέβλαψαν τὸν ἄλλοτε τούτων λαόν.: [485, 202, 845, 437]
- signature: Μ. Γ. Σ.: [1156, 738, 1213, 755]
- paragraph: Ἐπειδὴ δὲ ὁ ἀγὼν τῶν Ἀντιπροσώπων τούτων δὲν θέλει εἶσθαι μικρὸς, ἀλλὰ ἀγὼν ἀναγέρσεως μὲν τῶν ἱερῶν, στερεώσεως δὲ τῶν δικαίων τοῦ Ἔθνους καὶ τῆς βασιλείας, διὰ τοῦτο οἱ ἐκλέκτορες πρέπει νὰ ἔχωσι καθαρὰν ἔννοιαν, ὁποῖοί τινες συμφέρει νὰ ἦναι οἱ Ἀντιπρόσωποί των, καὶ, ἀφ' οὗ λάβωσι τὴν ἔννοιαν ταύτην, νὰ ἐνεργήσωσι γενναίως τὰς ἐκλογὰς, ὅταν προσκληθῶσι, χωρὶς νὰ ἐνδώσωσιν εἰς ὑποσχέσεις, ἢ φόβους ἢ συστάσεις, οὔτε εἰς ψευδεῖς καὶ παρακαίρους ἀρετὰς ἐπιδείξεις, οὔτε εἰς ἕτερα δελεάσματα.: [113, 2125, 474, 2361]
- column-3: [856, 61, 1221, 2574]
